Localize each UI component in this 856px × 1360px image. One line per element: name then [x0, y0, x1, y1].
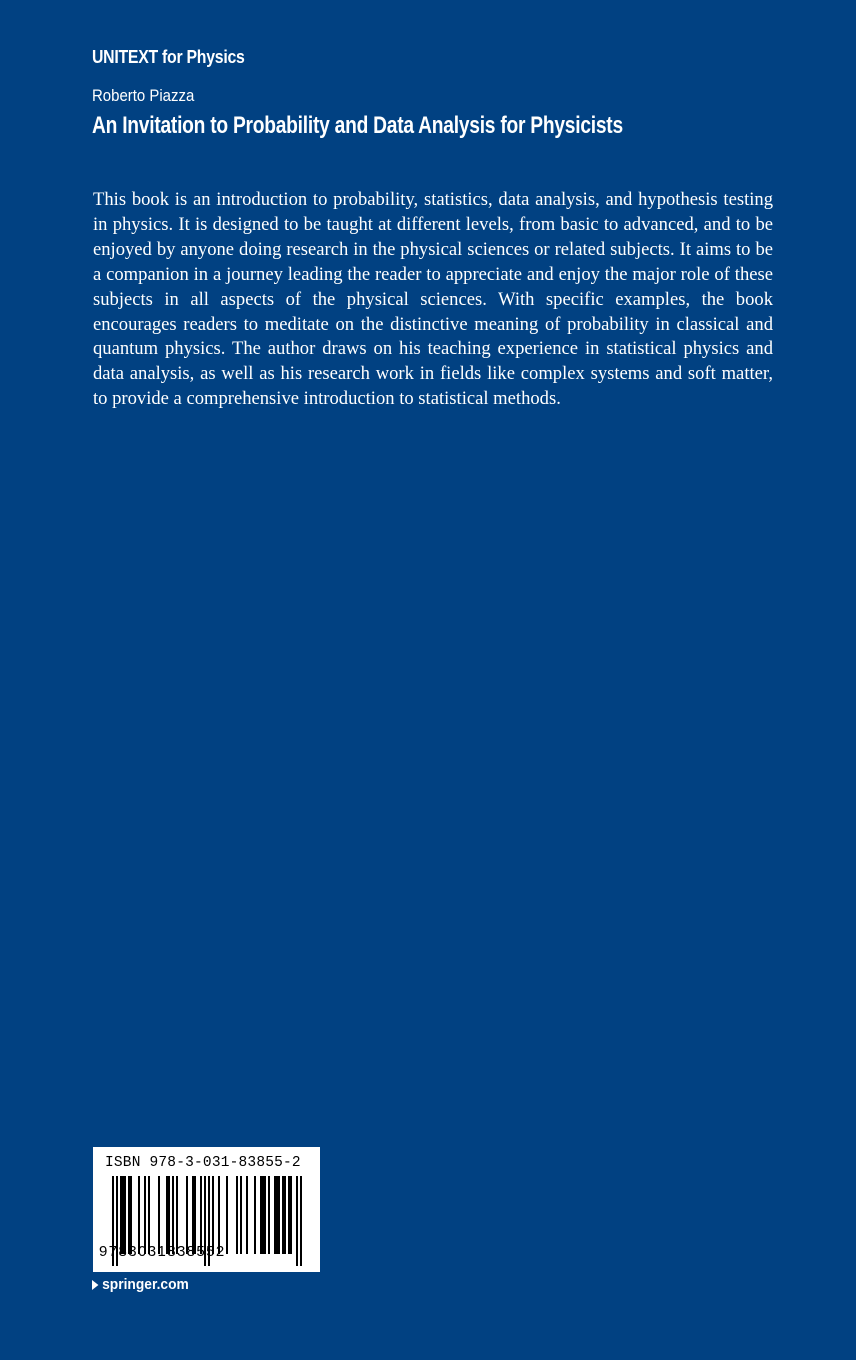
barcode-bar	[254, 1176, 256, 1254]
barcode-bar	[264, 1176, 266, 1254]
isbn-barcode	[93, 1147, 320, 1272]
barcode-bar	[276, 1176, 278, 1254]
barcode-bar	[274, 1176, 276, 1254]
barcode-bar	[240, 1176, 242, 1254]
book-description: This book is an introduction to probability, statistics, data analysis, and hypothesis testing in physics. It is designed to be taught at different levels, from basic to advanced, and to be enjoyed by anyone doing research in the physical sciences or related subjects. It aims to be a companion in a journey leading the reader to appreciate and enjoy the major role of these subjects in all aspects of the physical sciences. With specific examples, the book encourages readers to meditate on the distinctive meaning of probability in classical and quantum physics. The author draws on his teaching experience in statistical physics and data analysis, as well as his research work in fields like complex systems and soft matter, to provide a comprehensive introduction to statistical methods.	[93, 189, 773, 410]
barcode-bar	[282, 1176, 284, 1254]
book-title: An Invitation to Probability and Data Analysis for Physicists	[92, 112, 623, 139]
barcode-bar	[262, 1176, 264, 1254]
barcode-bar	[284, 1176, 286, 1254]
springer-link[interactable]	[92, 1276, 189, 1293]
series-name: UNITEXT for Physics	[92, 47, 245, 67]
barcode-bar	[236, 1176, 238, 1254]
barcode-bar	[288, 1176, 290, 1254]
barcode-bar	[268, 1176, 270, 1254]
barcode-bar	[246, 1176, 248, 1254]
barcode-bar	[290, 1176, 292, 1254]
barcode-bar	[260, 1176, 262, 1254]
barcode-bar	[278, 1176, 280, 1254]
barcode-bar	[226, 1176, 228, 1254]
triangle-right-icon	[92, 1280, 98, 1290]
barcode-bar	[296, 1176, 298, 1266]
barcode-bar	[300, 1176, 302, 1266]
author-name: Roberto Piazza	[92, 86, 195, 105]
springer-link-label: springer.com	[102, 1276, 189, 1293]
ean-digits: 9783031838552	[99, 1243, 226, 1260]
isbn-label: ISBN 978-3-031-83855-2	[105, 1155, 301, 1171]
